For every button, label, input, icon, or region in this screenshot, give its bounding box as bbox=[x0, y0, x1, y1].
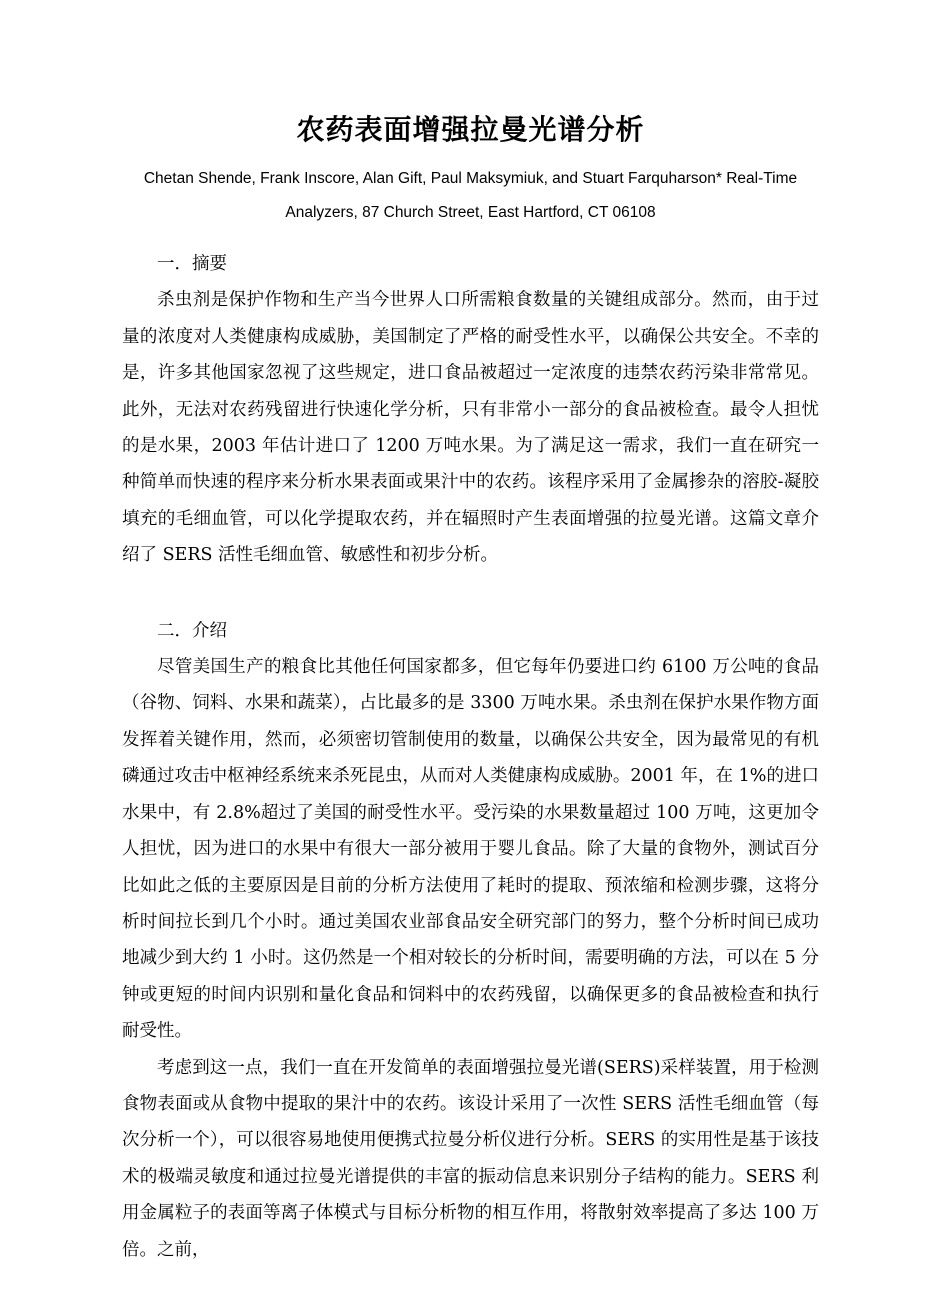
document-content bbox=[122, 0, 819, 1268]
paragraph: 考虑到这一点，我们一直在开发简单的表面增强拉曼光谱(SERS)采样装置，用于检测食物表面或从食物中提取的果汁中的农药。该设计采用了一次性 SERS 活性毛细血管（每次分析一个），可以很容易地使用便携式拉曼分析仪进行分析。SERS 的实用性是基于该技术的极端灵敏度和通过拉曼光谱提供的丰富的振动信息来识别分子结构的能力。SERS 利用金属粒子的表面等离子体模式与目标分析物的相互作用，将散射效率提高了多达 100 万倍。之前， bbox=[122, 1057, 819, 1260]
section-heading-introduction: 二．介绍 bbox=[157, 620, 227, 641]
author-block bbox=[122, 162, 819, 230]
spacer bbox=[122, 230, 819, 246]
spacer bbox=[122, 574, 819, 613]
document-body bbox=[122, 246, 819, 1268]
author-line-2: Analyzers, 87 Church Street, East Hartford, CT 06108 bbox=[285, 204, 656, 221]
paragraph: 杀虫剂是保护作物和生产当今世界人口所需粮食数量的关键组成部分。然而，由于过量的浓度对人类健康构成威胁，美国制定了严格的耐受性水平，以确保公共安全。不幸的是，许多其他国家忽视了这些规定，进口食品被超过一定浓度的违禁农药污染非常常见。此外，无法对农药残留进行快速化学分析，只有非常小一部分的食品被检查。最令人担忧的是水果，2003 年估计进口了 1200 万吨水果。为了满足这一需求，我们一直在研究一种简单而快速的程序来分析水果表面或果汁中的农药。该程序采用了金属掺杂的溶胶-凝胶填充的毛细血管，可以化学提取农药，并在辐照时产生表面增强的拉曼光谱。这篇文章介绍了 SERS 活性毛细血管、敏感性和初步分析。 bbox=[122, 290, 819, 566]
paragraph: 尽管美国生产的粮食比其他任何国家都多，但它每年仍要进口约 6100 万公吨的食品（谷物、饲料、水果和蔬菜），占比最多的是 3300 万吨水果。杀虫剂在保护水果作物方面发挥着关键作用，然而，必须密切管制使用的数量，以确保公共安全，因为最常见的有机磷通过攻击中枢神经系统来杀死昆虫，从而对人类健康构成威胁。2001 年，在 1%的进口水果中，有 2.8%超过了美国的耐受性水平。受污染的水果数量超过 100 万吨，这更加令人担忧，因为进口的水果中有很大一部分被用于婴儿食品。除了大量的食物外，测试百分比如此之低的主要原因是目前的分析方法使用了耗时的提取、预浓缩和检测步骤，这将分析时间拉长到几个小时。通过美国农业部食品安全研究部门的努力，整个分析时间已成功地减少到大约 1 小时。这仍然是一个相对较长的分析时间，需要明确的方法，可以在 5 分钟或更短的时间内识别和量化食品和饲料中的农药残留，以确保更多的食品被检查和执行耐受性。 bbox=[122, 657, 819, 1042]
page-title: 农药表面增强拉曼光谱分析 bbox=[296, 113, 645, 146]
section-abstract bbox=[122, 246, 819, 574]
section-introduction bbox=[122, 613, 819, 1268]
section-heading-abstract: 一．摘要 bbox=[157, 254, 227, 274]
author-line-1: Chetan Shende, Frank Inscore, Alan Gift, Paul Maksymiuk, and Stuart Farquharson* Real-Time bbox=[143, 170, 798, 187]
